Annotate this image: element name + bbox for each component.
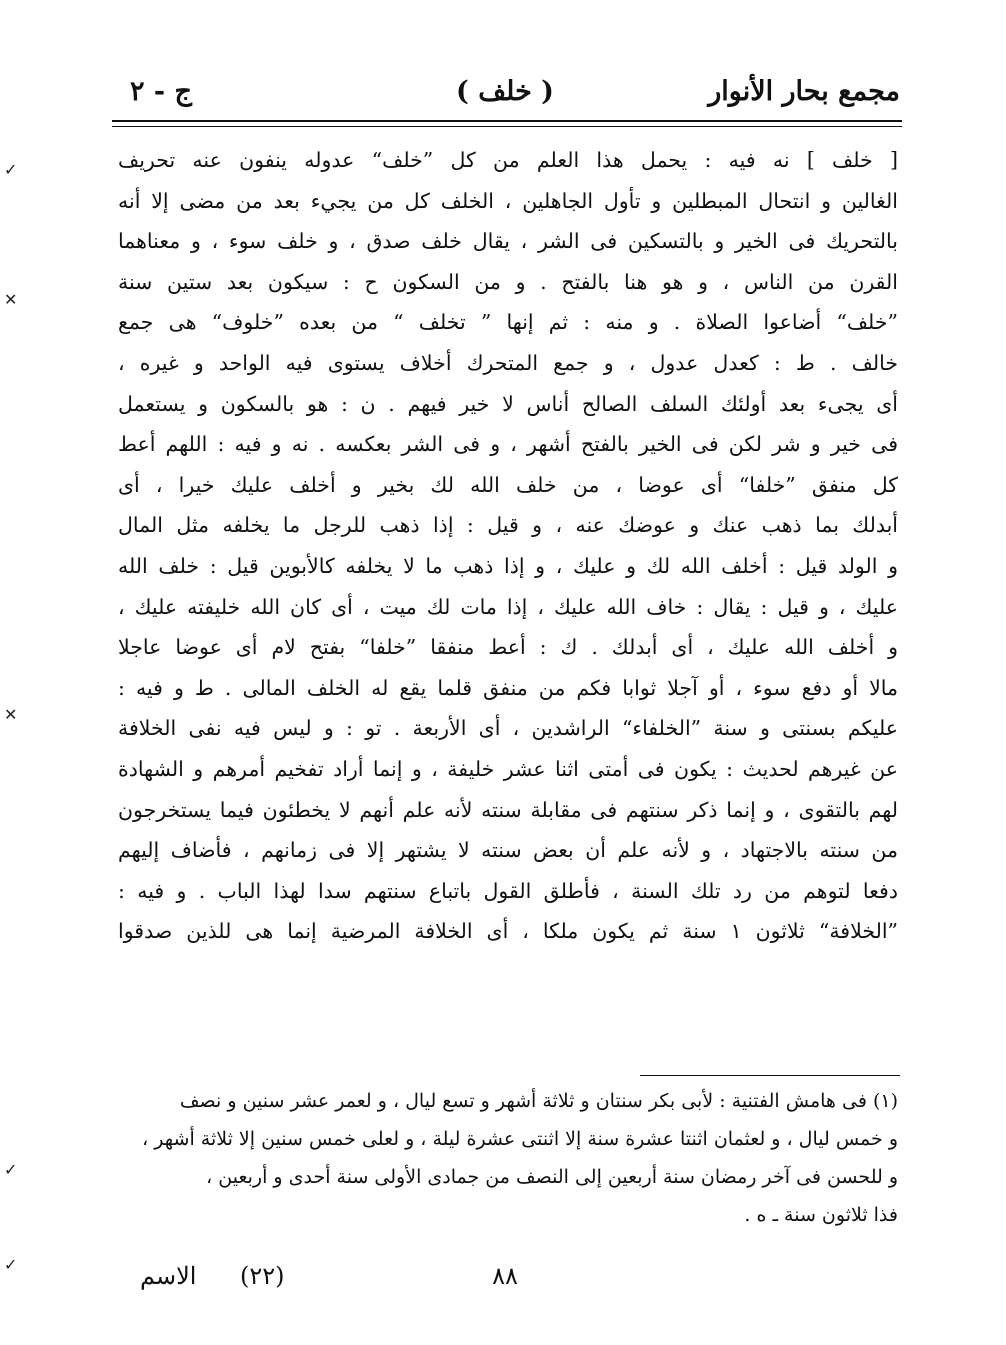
footnote-line: (١) فى هامش الفتنية : لأبى بكر سنتان و ثلاثة أشهر و تسع ليال ، و لعمر عشر سنين و نصف [179, 1090, 898, 1112]
margin-mark: ✓ [4, 160, 18, 179]
signature-number: (٢٢) [240, 1262, 285, 1290]
margin-mark: ✕ [4, 290, 18, 309]
text-line: دفعا لتوهم من رد تلك السنة ، فأطلق القول باتباع سنتهم سدا لهذا الباب . و فيه : [118, 878, 898, 903]
footnote-line: فذا ثلاثون سنة ـ ه . [744, 1204, 898, 1226]
text-line: مالا أو دفع سوء ، أو آجلا ثوابا فكم من منفق قلما يقع له الخلف المالى . ط و فيه : [118, 675, 898, 700]
header-rule-thick [112, 120, 902, 122]
text-line: عليك ، و قيل : يقال : خاف الله عليك ، إذا مات لك ميت ، أى كان الله خليفته عليك ، [118, 594, 898, 619]
signature-name: الاسم [140, 1262, 197, 1290]
page-header [110, 70, 900, 120]
footnote-line: و خمس ليال ، و لعثمان اثنتا عشرة سنة إلا اثنتى عشرة ليلة ، و لعلى خمس سنين إلا ثلاثة أشهر ، [142, 1128, 898, 1150]
footnote-separator [640, 1075, 900, 1076]
margin-mark: ✓ [4, 1255, 18, 1274]
text-line: أى يجىء بعد أولئك السلف الصالح أناس لا خير فيهم . ن : هو بالسكون و يستعمل [118, 391, 898, 416]
page-footer [110, 1262, 900, 1302]
text-line: و الولد قيل : أخلف الله لك و عليك ، و إذا ذهب ما لا يخلفه كالأبوين قيل : خلف الله [118, 553, 898, 578]
text-line: بالتحريك فى الخير و بالتسكين فى الشر ، يقال خلف صدق ، و خلف سوء ، و معناهما [118, 229, 898, 254]
text-line: ”الخلافة“ ثلاثون ١ سنة ثم يكون ملكا ، أى الخلافة المرضية إنما هى للذين صدقوا [118, 919, 898, 944]
text-line: القرن من الناس ، و هو هنا بالفتح . و من السكون ح : سيكون بعد ستين سنة [118, 269, 898, 294]
margin-mark: ✕ [4, 705, 18, 724]
entry-heading: ( خلف ) [456, 76, 554, 107]
text-line: عليكم بسنتى و سنة ”الخلفاء“ الراشدين ، أى الأربعة . تو : و ليس فيه نفى الخلافة [118, 716, 898, 741]
book-title: مجمع بحار الأنوار [708, 76, 900, 107]
page-number: ٨٨ [492, 1262, 518, 1290]
text-line: ”خلف“ أضاعوا الصلاة . و منه : ثم إنها ” تخلف “ من بعده ”خلوف“ هى جمع [118, 310, 898, 335]
text-line: خالف . ط : كعدل عدول ، و جمع المتحرك أخلاف يستوى فيه الواحد و غيره ، [118, 350, 898, 375]
footnote-line: و للحسن فى آخر رمضان سنة أربعين إلى النصف من جمادى الأولى سنة أحدى و أربعين ، [206, 1166, 898, 1188]
text-line: كل منفق ”خلفا“ أى عوضا ، من خلف الله لك بخير و أخلف عليك خيرا ، أى [118, 472, 898, 497]
text-line: لهم بالتقوى ، و إنما ذكر سنتهم فى مقابلة سنته لأنه علم أنهم لا يخطئون فيما يستخرجون [118, 797, 898, 822]
header-rule-thin [112, 126, 902, 127]
main-text [118, 140, 898, 952]
text-line: الغالين و انتحال المبطلين و تأول الجاهلين ، الخلف كل من يجيء بعد من مضى إلا أنه [118, 188, 898, 213]
text-line: فى خير و شر لكن فى الخير بالفتح أشهر ، و فى الشر بعكسه . نه و فيه : اللهم أعط [118, 432, 898, 457]
volume-number: ج - ٢ [130, 76, 192, 107]
text-line: و أخلف الله عليك ، أى أبدلك . ك : أعط منفقا ”خلفا“ بفتح لام أى عوضا عاجلا [118, 635, 898, 660]
margin-mark: ✓ [4, 1160, 18, 1179]
text-line: أبدلك بما ذهب عنك و عوضك عنه ، و قيل : إذا ذهب للرجل ما يخلفه مثل المال [118, 513, 898, 538]
text-line: من سنته بالاجتهاد ، و لأنه علم أن بعض سنته لا يشتهر إلا فى زمانهم ، فأضاف إليهم [118, 838, 898, 863]
text-line: عن غيرهم لحديث : يكون فى أمتى اثنا عشر خليفة ، و إنما أراد تفخيم أمرهم و الشهادة [118, 756, 898, 781]
text-line: [ خلف ] نه فيه : يحمل هذا العلم من كل ”خلف“ عدوله ينفون عنه تحريف [118, 148, 898, 172]
footnotes [118, 1082, 898, 1234]
